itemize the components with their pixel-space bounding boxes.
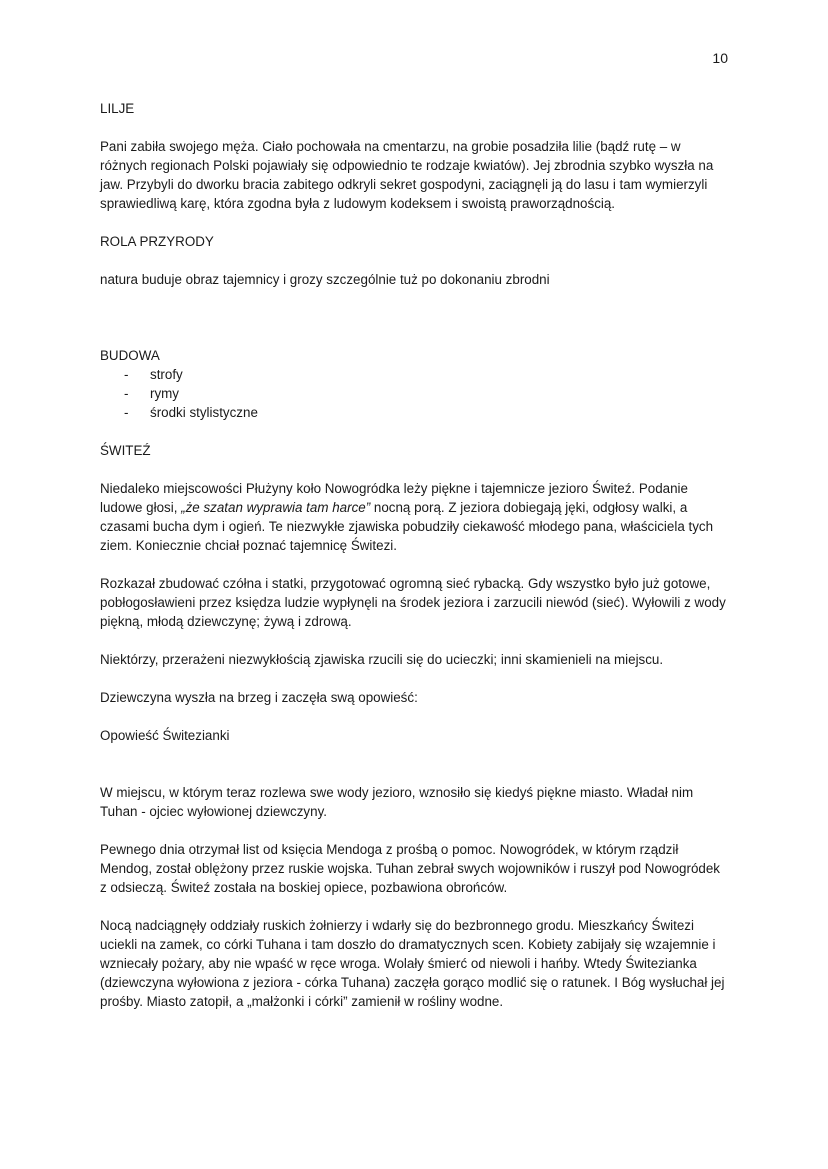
heading-rola-przyrody: ROLA PRZYRODY bbox=[100, 234, 214, 249]
paragraph-switez-3: Niektórzy, przerażeni niezwykłością zjawiska rzucili się do ucieczki; inni skamienieli na miejscu. bbox=[100, 652, 664, 667]
dash-bullet: - bbox=[124, 386, 129, 401]
budowa-list bbox=[100, 365, 730, 422]
text-span: nocną porą. Z jeziora dobiegają jęki, odgłosy walki, a czasami bucha dym i ogień. Te niezwykłe zjawiska pobudziły ciekawość młodego pana, właściciela tych ziem. Koniecznie chciał poznać tajemnicę Świtezi. bbox=[100, 500, 714, 553]
quote-italic: „że szatan wyprawia tam harce” bbox=[181, 500, 371, 515]
list-item bbox=[100, 403, 730, 422]
list-item-text: strofy bbox=[150, 367, 183, 382]
list-item-text: rymy bbox=[150, 386, 180, 401]
paragraph-switez-6: W miejscu, w którym teraz rozlewa swe wody jezioro, wznosiło się kiedyś piękne miasto. Władał nim Tuhan - ojciec wyłowionej dziewczyny. bbox=[100, 785, 694, 819]
paragraph-switez-2: Rozkazał zbudować czółna i statki, przygotować ogromną sieć rybacką. Gdy wszystko było już gotowe, pobłogosławieni przez księdza ludzie wypłynęli na środek jeziora i zarzucili niewód (sieć). Wyłowili z wody piękną, młodą dziewczynę; żywą i zdrową. bbox=[100, 576, 726, 629]
list-item bbox=[100, 365, 730, 384]
heading-budowa: BUDOWA bbox=[100, 348, 160, 363]
paragraph-switez-8: Nocą nadciągnęły oddziały ruskich żołnierzy i wdarły się do bezbronnego grodu. Mieszkańcy Świtezi uciekli na zamek, co córki Tuhana i tam doszło do dramatycznych scen. Kobiety zabijały się wzajemnie i wzniecały pożary, aby nie wpaść w ręce wroga. Wolały śmierć od niewoli i hańby. Wtedy Świtezianka (dziewczyna wyłowiona z jeziora - córka Tuhana) zaczęła gorąco modlić się o ratunek. I Bóg wysłuchał jej prośby. Miasto zatopił, a „małżonki i córki” zamienił w rośliny wodne. bbox=[100, 918, 725, 1009]
list-item bbox=[100, 384, 730, 403]
paragraph-lilje: Pani zabiła swojego męża. Ciało pochowała na cmentarzu, na grobie posadziła lilie (bądź rutę – w różnych regionach Polski pojawiały się odpowiednio te rodzaje kwiatów). Jej zbrodnia szybko wyszła na jaw. Przybyli do dworku bracia zabitego odkryli sekret gospodyni, zaciągnęli ją do lasu i tam wymierzyli sprawiedliwą karę, która zgodna była z ludowym kodeksem i swoistą praworządnością. bbox=[100, 139, 714, 211]
paragraph-switez-5: Opowieść Świtezianki bbox=[100, 728, 230, 743]
paragraph-switez-7: Pewnego dnia otrzymał list od księcia Mendoga z prośbą o pomoc. Nowogródek, w którym rządził Mendog, został oblężony przez ruskie wojska. Tuhan zebrał swych wojowników i ruszył pod Nowogródek z odsieczą. Świteź została na boskiej opiece, pozbawiona obrońców. bbox=[100, 842, 720, 895]
document-body bbox=[100, 99, 730, 1011]
paragraph-switez-1 bbox=[100, 479, 730, 555]
list-item-text: środki stylistyczne bbox=[150, 405, 258, 420]
text-span: Niedaleko miejscowości Płużyny koło Nowogródka leży piękne i tajemnicze jezioro Świteź. Podanie ludowe głosi, bbox=[100, 481, 688, 515]
heading-switez: ŚWITEŹ bbox=[100, 443, 151, 458]
dash-bullet: - bbox=[124, 405, 129, 420]
dash-bullet: - bbox=[124, 367, 129, 382]
paragraph-switez-4: Dziewczyna wyszła na brzeg i zaczęła swą opowieść: bbox=[100, 690, 418, 705]
paragraph-rola-przyrody: natura buduje obraz tajemnicy i grozy szczególnie tuż po dokonaniu zbrodni bbox=[100, 272, 550, 287]
page-number: 10 bbox=[712, 50, 728, 66]
heading-lilje: LILJE bbox=[100, 101, 135, 116]
